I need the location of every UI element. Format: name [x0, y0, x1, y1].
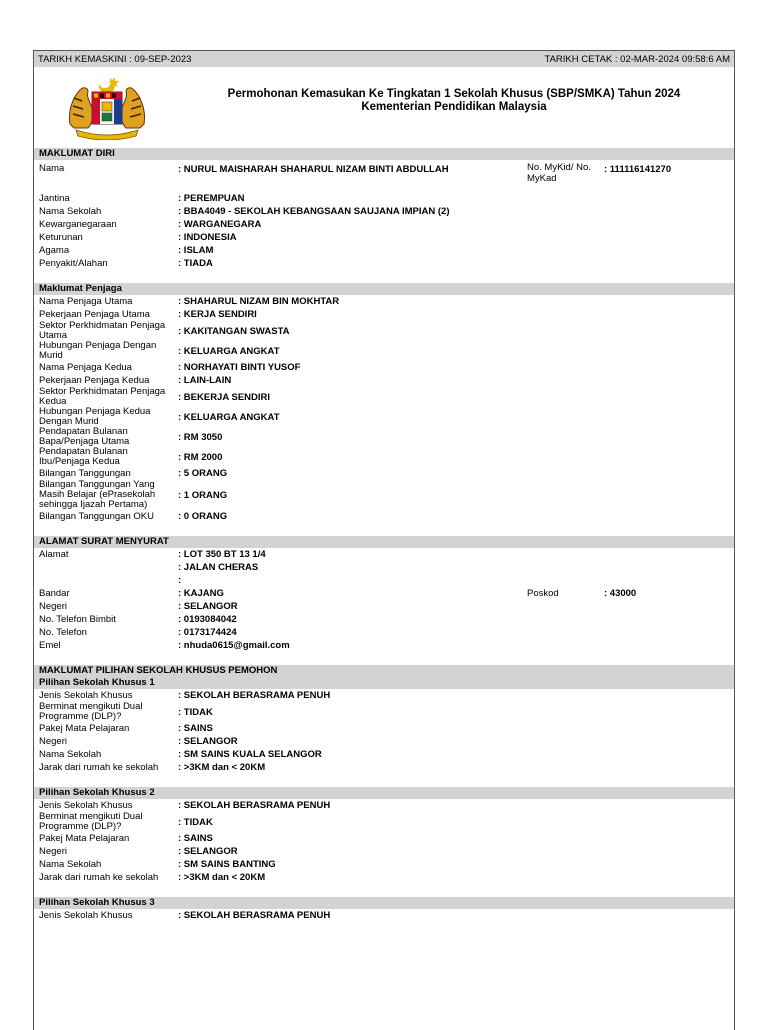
row-no-telefon: [34, 626, 734, 639]
field-value: : INDONESIA: [178, 232, 237, 243]
maklumat-penjaga-rows: [34, 295, 734, 523]
field-label: Negeri: [39, 735, 67, 747]
field-label: Pakej Mata Pelajaran: [39, 722, 130, 734]
field-value: : SAINS: [178, 833, 213, 844]
field-label: No. Telefon Bimbit: [39, 613, 116, 625]
value-nama: : NURUL MAISHARAH SHAHARUL NIZAM BINTI ABDULLAH: [178, 164, 449, 175]
row-jantina: [34, 192, 734, 205]
label-poskod: Poskod: [527, 588, 559, 599]
section-heading-alamat: ALAMAT SURAT MENYURAT: [34, 536, 734, 548]
pilihan-sekolah-blocks: [34, 677, 734, 922]
maklumat-diri-rows: [34, 192, 734, 270]
row-jenis-sekolah-khusus: [34, 909, 734, 922]
field-value: : 0173174424: [178, 627, 237, 638]
field-value: : KERJA SENDIRI: [178, 309, 257, 320]
choice-heading-1: Pilihan Sekolah Khusus 1: [34, 677, 734, 689]
row-no-telefon-bimbit: [34, 613, 734, 626]
row-pakej-mata-pelajaran: [34, 722, 734, 735]
field-value: : >3KM dan < 20KM: [178, 762, 266, 773]
field-label: Jarak dari rumah ke sekolah: [39, 761, 159, 773]
row-nama-sekolah: [34, 858, 734, 871]
field-label: Hubungan Penjaga Kedua Dengan Murid: [39, 406, 151, 427]
row-hubungan-penjaga-dengan-murid: [34, 341, 734, 361]
row-kewarganegaraan: [34, 218, 734, 231]
row-alamat-1: [34, 548, 734, 561]
row-bilangan-tanggungan-yang-masih-belajar-e: [34, 480, 734, 510]
field-value: : ISLAM: [178, 245, 214, 256]
field-label: Hubungan Penjaga Dengan Murid: [39, 340, 157, 361]
field-label: Emel: [39, 639, 61, 651]
field-label: Sektor Perkhidmatan Penjaga Utama: [39, 320, 166, 341]
field-value: : 1 ORANG: [178, 489, 228, 501]
field-value: : SELANGOR: [178, 601, 238, 612]
field-label: Bilangan Tanggungan OKU: [39, 510, 154, 522]
field-label: Nama Sekolah: [39, 748, 102, 760]
alamat-rows: [34, 600, 734, 652]
field-value: : PEREMPUAN: [178, 193, 245, 204]
value-bandar: : KAJANG: [178, 588, 224, 599]
row-bandar: [34, 587, 734, 600]
field-label: No. Telefon: [39, 626, 87, 638]
row-jarak-dari-rumah-ke-sekolah: [34, 761, 734, 774]
field-label: Jantina: [39, 192, 70, 204]
field-value: : TIDAK: [178, 706, 213, 718]
field-value: : 0 ORANG: [178, 511, 228, 522]
field-label: Pekerjaan Penjaga Kedua: [39, 374, 150, 386]
title-line-1: Permohonan Kemasukan Ke Tingkatan 1 Sekolah Khusus (SBP/SMKA) Tahun 2024: [227, 88, 681, 100]
printed-date: TARIKH CETAK : 02-MAR-2024 09:58:6 AM: [544, 53, 730, 65]
row-hubungan-penjaga-kedua-dengan-murid: [34, 407, 734, 427]
row-nama-penjaga-kedua: [34, 361, 734, 374]
field-label: Berminat mengikuti Dual Programme (DLP)?: [39, 701, 143, 722]
row-nama-sekolah: [34, 205, 734, 218]
field-value: : SEKOLAH BERASRAMA PENUH: [178, 800, 331, 811]
field-label: Pekerjaan Penjaga Utama: [39, 308, 150, 320]
field-value: : KELUARGA ANGKAT: [178, 345, 280, 357]
row-nama-penjaga-utama: [34, 295, 734, 308]
field-value: : SM SAINS BANTING: [178, 859, 276, 870]
document-header: [34, 68, 734, 146]
field-label: Nama Penjaga Utama: [39, 295, 133, 307]
value-mykad: : 111116141270: [604, 164, 672, 175]
row-emel: [34, 639, 734, 652]
field-label: Berminat mengikuti Dual Programme (DLP)?: [39, 811, 143, 832]
section-heading-maklumat-diri: MAKLUMAT DIRI: [34, 148, 734, 160]
label-alamat: Alamat: [39, 548, 69, 560]
row-berminat-mengikuti-dual-programme-dlp: [34, 812, 734, 832]
row-sektor-perkhidmatan-penjaga-utama: [34, 321, 734, 341]
field-label: Negeri: [39, 845, 67, 857]
field-value: : SELANGOR: [178, 736, 238, 747]
section-heading-maklumat-penjaga: Maklumat Penjaga: [34, 283, 734, 295]
field-value: : >3KM dan < 20KM: [178, 872, 266, 883]
value-alamat-line-2: : JALAN CHERAS: [178, 562, 259, 573]
field-value: : SELANGOR: [178, 846, 238, 857]
field-label: Pendapatan Bulanan Ibu/Penjaga Kedua: [39, 446, 128, 467]
row-penyakit-alahan: [34, 257, 734, 270]
row-agama: [34, 244, 734, 257]
form-content: [34, 148, 734, 922]
field-value: : nhuda0615@gmail.com: [178, 640, 290, 651]
date-bar: [34, 51, 734, 67]
row-negeri: [34, 600, 734, 613]
field-label: Nama Sekolah: [39, 205, 102, 217]
field-value: : SEKOLAH BERASRAMA PENUH: [178, 910, 331, 921]
value-alamat-line-1: : LOT 350 BT 13 1/4: [178, 549, 266, 560]
field-value: : LAIN-LAIN: [178, 375, 232, 386]
field-value: : BBA4049 - SEKOLAH KEBANGSAAN SAUJANA IMPIAN (2): [178, 206, 450, 217]
field-label: Jenis Sekolah Khusus: [39, 909, 133, 921]
field-label: Sektor Perkhidmatan Penjaga Kedua: [39, 386, 166, 407]
row-nama: [34, 160, 734, 192]
field-value: : RM 2000: [178, 451, 223, 463]
field-value: : KAKITANGAN SWASTA: [178, 325, 290, 337]
field-value: : NORHAYATI BINTI YUSOF: [178, 362, 301, 373]
malaysia-coat-of-arms-icon: [64, 74, 150, 140]
value-poskod: : 43000: [604, 588, 637, 599]
field-value: : WARGANEGARA: [178, 219, 262, 230]
row-negeri: [34, 845, 734, 858]
field-value: : SM SAINS KUALA SELANGOR: [178, 749, 322, 760]
row-pendapatan-bulanan-ibu-penjaga-kedua: [34, 447, 734, 467]
field-label: Nama Sekolah: [39, 858, 102, 870]
section-heading-pilihan-sekolah: MAKLUMAT PILIHAN SEKOLAH KHUSUS PEMOHON: [34, 665, 734, 677]
field-value: : RM 3050: [178, 431, 223, 443]
field-label: Pakej Mata Pelajaran: [39, 832, 130, 844]
label-bandar: Bandar: [39, 587, 70, 599]
choice-heading-2: Pilihan Sekolah Khusus 2: [34, 787, 734, 799]
field-label: Penyakit/Alahan: [39, 257, 108, 269]
field-value: : 5 ORANG: [178, 468, 228, 479]
field-label: Pendapatan Bulanan Bapa/Penjaga Utama: [39, 426, 130, 447]
row-bilangan-tanggungan-oku: [34, 510, 734, 523]
label-mykad: No. MyKid/ No. MyKad: [527, 162, 591, 184]
row-alamat-3: [34, 574, 734, 587]
row-berminat-mengikuti-dual-programme-dlp: [34, 702, 734, 722]
field-value: : TIDAK: [178, 816, 213, 828]
row-alamat-2: [34, 561, 734, 574]
field-label: Nama Penjaga Kedua: [39, 361, 132, 373]
title-line-2: Kementerian Pendidikan Malaysia: [361, 101, 547, 113]
choice-heading-3: Pilihan Sekolah Khusus 3: [34, 897, 734, 909]
field-label: Keturunan: [39, 231, 83, 243]
row-keturunan: [34, 231, 734, 244]
field-label: Kewarganegaraan: [39, 218, 117, 230]
row-nama-sekolah: [34, 748, 734, 761]
field-label: Jenis Sekolah Khusus: [39, 799, 133, 811]
row-sektor-perkhidmatan-penjaga-kedua: [34, 387, 734, 407]
row-negeri: [34, 735, 734, 748]
field-label: Agama: [39, 244, 70, 256]
field-value: : TIADA: [178, 258, 213, 269]
field-value: : SHAHARUL NIZAM BIN MOKHTAR: [178, 296, 340, 307]
field-label: Negeri: [39, 600, 67, 612]
document-title: [184, 88, 724, 114]
updated-date: TARIKH KEMASKINI : 09-SEP-2023: [38, 53, 192, 65]
field-label: Bilangan Tanggungan: [39, 467, 131, 479]
field-value: : BEKERJA SENDIRI: [178, 391, 271, 403]
field-value: : SAINS: [178, 723, 213, 734]
field-value: : 0193084042: [178, 614, 237, 625]
row-pendapatan-bulanan-bapa-penjaga-utama: [34, 427, 734, 447]
field-label: Bilangan Tanggungan Yang Masih Belajar (ePrasekolah sehingga Ijazah Pertama): [39, 479, 156, 510]
row-pakej-mata-pelajaran: [34, 832, 734, 845]
field-value: : KELUARGA ANGKAT: [178, 411, 280, 423]
value-alamat-line-3: :: [178, 575, 182, 586]
field-label: Jarak dari rumah ke sekolah: [39, 871, 159, 883]
field-value: : SEKOLAH BERASRAMA PENUH: [178, 690, 331, 701]
label-nama: Nama: [39, 163, 65, 174]
row-jarak-dari-rumah-ke-sekolah: [34, 871, 734, 884]
field-label: Jenis Sekolah Khusus: [39, 689, 133, 701]
